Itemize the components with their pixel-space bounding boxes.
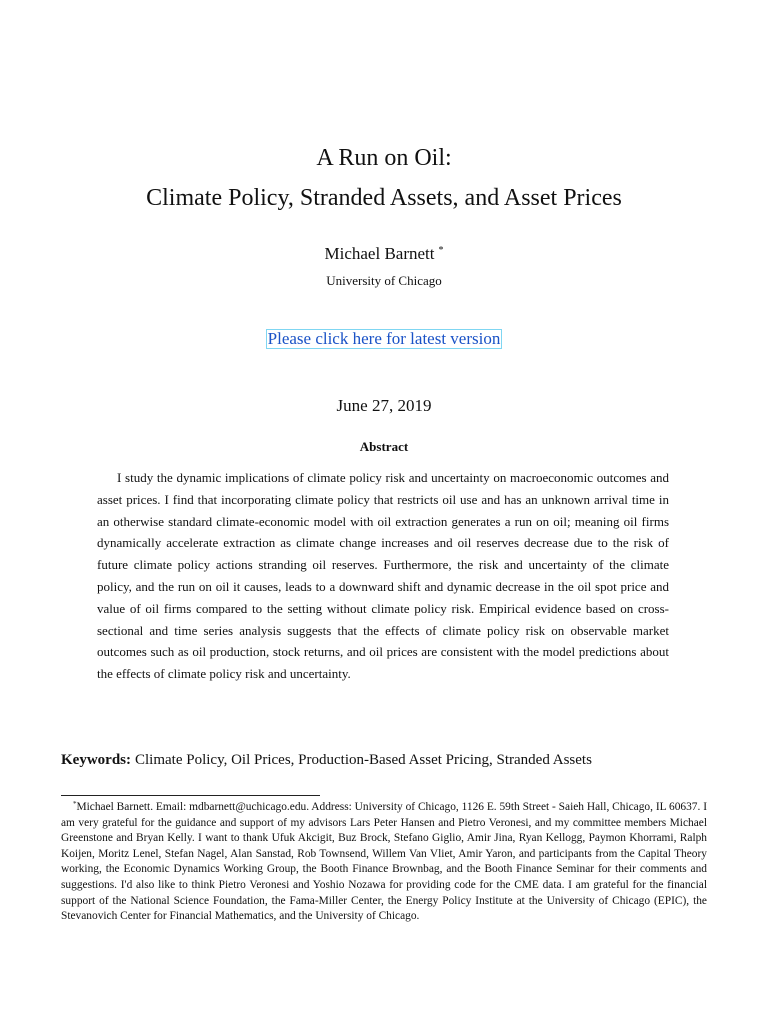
- abstract-heading: Abstract: [359, 439, 409, 454]
- keywords-label: Keywords:: [61, 752, 131, 768]
- latest-version-link[interactable]: Please click here for latest version: [267, 329, 501, 348]
- footnote-text: Michael Barnett. Email: mdbarnett@uchicago.edu. Address: University of Chicago, 1126 E. 59th Street - Saieh Hall, Chicago, IL 60637. I am very grateful for the guidance and support of my advisors Lars Peter Hansen and Pietro Veronesi, and my committee members Michael Greenstone and Bryan Kelly. I want to thank Ufuk Akcigit, Buz Brock, Stefano Giglio, Amir Jina, Ryan Kellogg, Paymon Khorrami, Ralph Koijen, Moritz Lenel, Stefan Nagel, Alan Sanstad, Rob Townsend, Willem Van Vliet, Amir Yaron, and participants from the Capital Theory working, the Economic Dynamics Working Group, the Booth Finance Brownbag, and the Booth Finance Seminar for their comments and suggestions. I'd also like to think Pietro Veronesi and Yoshio Nozawa for providing code for the CME data. I am grateful for the financial support of the National Science Foundation, the Fama-Miller Center, the Energy Policy Institute at the University of Chicago (EPIC), the Stevanovich Center for Financial Mathematics, and the University of Chicago.: [61, 801, 707, 923]
- keywords-list: Climate Policy, Oil Prices, Production-Based Asset Pricing, Stranded Assets: [135, 752, 592, 768]
- author-name-text: Michael Barnett: [324, 244, 435, 263]
- author-footnote: [61, 797, 707, 925]
- latest-version-link-row: [0, 329, 768, 349]
- paper-title-line-1: A Run on Oil:: [316, 145, 452, 171]
- author-name: [0, 240, 768, 265]
- keywords: [61, 750, 711, 770]
- author-footnote-mark[interactable]: *: [438, 245, 444, 256]
- paper-title-line-2: Climate Policy, Stranded Assets, and Asset Prices: [146, 185, 622, 211]
- abstract-body: I study the dynamic implications of climate policy risk and uncertainty on macroeconomic outcomes and asset prices. I find that incorporating climate policy that restricts oil use and has an unknown arrival time in an otherwise standard climate-economic model with oil extraction generates a run on oil; meaning oil firms dynamically accelerate extraction as climate change increases and oil reserves decrease due to the risk of future climate policy actions stranding oil reserves. Furthermore, the risk and uncertainty of the climate policy, and the run on oil it causes, leads to a downward shift and dynamic decrease in the oil spot price and value of oil firms compared to the setting without climate policy risk. Empirical evidence based on cross-sectional and time series analysis suggests that the effects of climate policy risk on observable market outcomes such as oil production, stock returns, and oil prices are consistent with the model predictions about the effects of climate policy risk and uncertainty.: [97, 470, 669, 682]
- author-affiliation: University of Chicago: [326, 273, 442, 288]
- publication-date: June 27, 2019: [336, 396, 432, 415]
- footnote-divider: [61, 795, 320, 796]
- footnote-mark: *: [73, 800, 77, 808]
